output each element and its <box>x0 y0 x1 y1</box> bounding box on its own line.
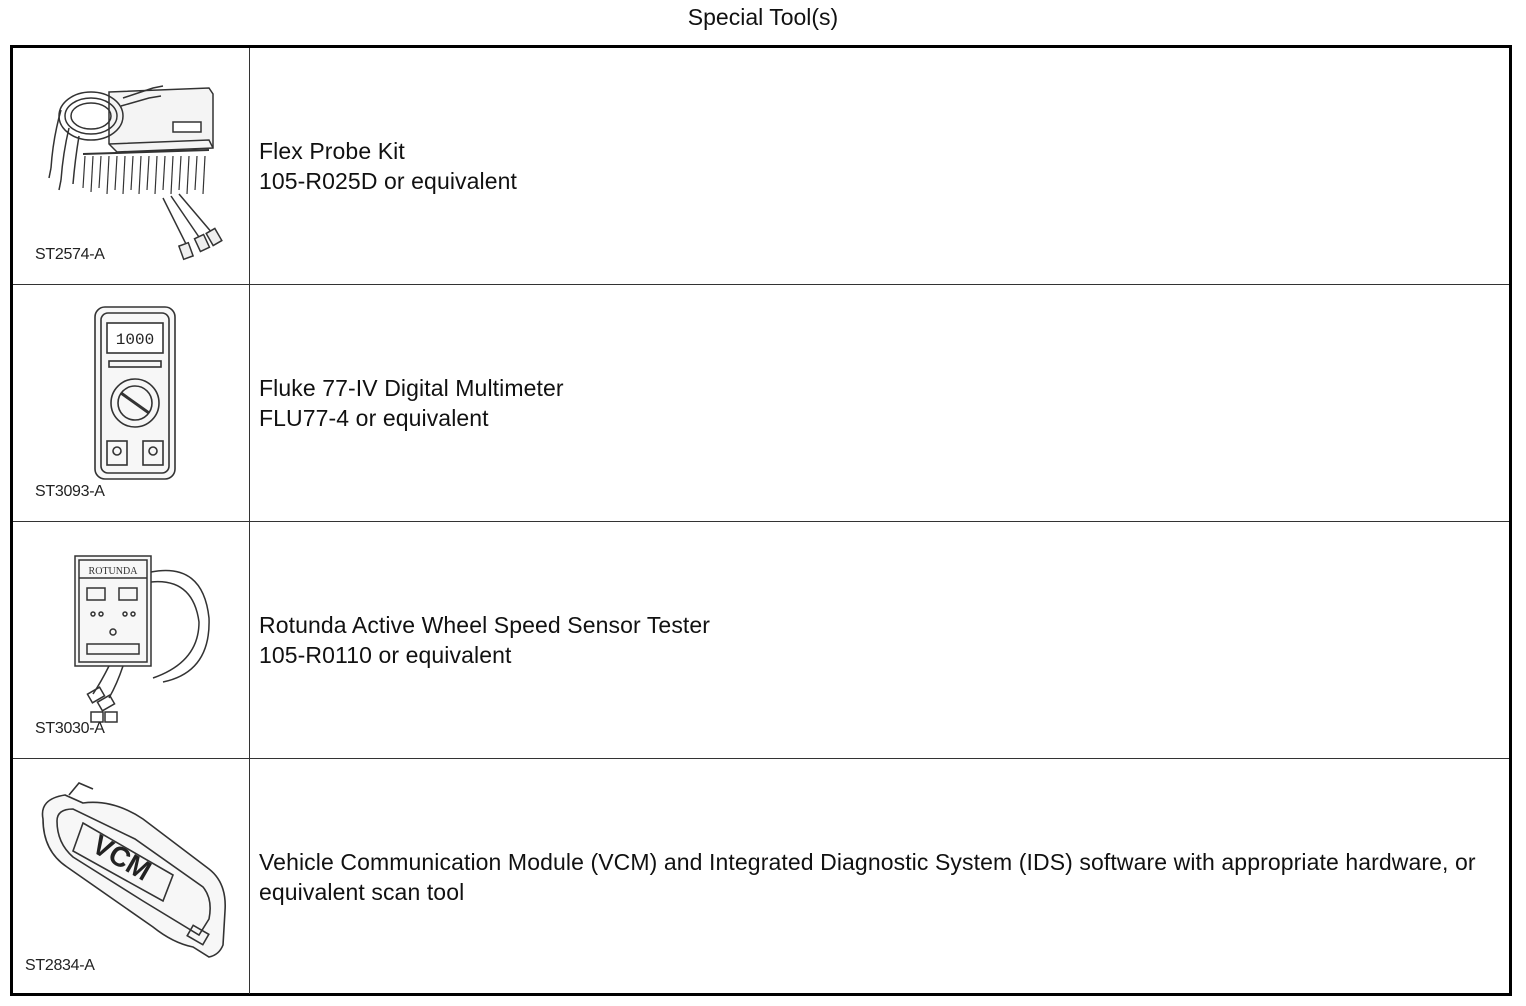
page-title: Special Tool(s) <box>687 4 839 30</box>
table-row <box>13 759 1509 994</box>
figure-code: ST2834-A <box>25 957 95 974</box>
tool-figure-cell <box>13 522 250 758</box>
special-tools-table <box>10 45 1512 996</box>
figure-code: ST3093-A <box>35 483 105 500</box>
table-row <box>13 285 1509 522</box>
tool-description <box>259 522 1499 758</box>
tool-name: Vehicle Communication Module (VCM) and Integrated Diagnostic System (IDS) software with appropriate hardware, or equivalent scan tool <box>259 848 1483 905</box>
figure-code: ST2574-A <box>35 246 105 263</box>
tool-description <box>259 48 1499 284</box>
tool-name: Fluke 77-IV Digital Multimeter <box>259 375 564 401</box>
tool-part-number: FLU77-4 or equivalent <box>259 405 489 431</box>
tool-part-number: 105-R025D or equivalent <box>259 168 518 194</box>
tool-name: Flex Probe Kit <box>259 138 405 164</box>
tool-part-number: 105-R0110 or equivalent <box>259 642 512 668</box>
tool-name: Rotunda Active Wheel Speed Sensor Tester <box>259 612 711 638</box>
tool-figure-cell <box>13 759 250 994</box>
vcm-device-label: VCM <box>87 828 157 887</box>
tool-description <box>259 759 1499 994</box>
figure-code: ST3030-A <box>35 720 105 737</box>
table-row <box>13 522 1509 759</box>
table-row <box>13 48 1509 285</box>
tool-figure-cell <box>13 48 250 284</box>
multimeter-display: 1000 <box>115 331 155 349</box>
tool-figure-cell <box>13 285 250 521</box>
tool-description <box>259 285 1499 521</box>
tester-brand-label: ROTUNDA <box>88 566 138 577</box>
